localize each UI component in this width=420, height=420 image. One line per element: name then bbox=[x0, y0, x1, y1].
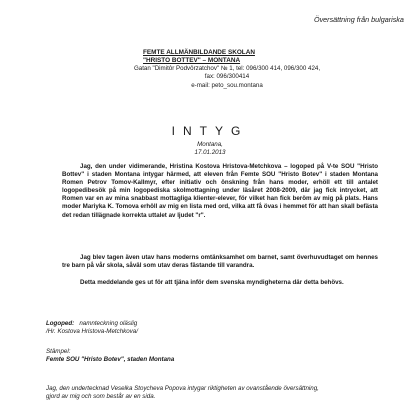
stamp-label: Stämpel: bbox=[46, 348, 71, 355]
stamp-text: Femte SOU "Hristo Botev", staden Montana bbox=[46, 356, 175, 363]
school-name: FEMTE ALLMÄNBILDANDE SKOLAN "HRISTO BOTTEV" – MONTANA bbox=[143, 49, 255, 64]
paragraph-1: Jag, den under vidimerande, Hristina Kostova Hristova-Metchkova – logoped på V-te SOU "Hristo Bottev" i staden Montana intygar härmed, att eleven från Femte SOU "Hristo Botev" i staden Montana Romen Petrov Tomov-Kallmyr, efter initiativ och önskning från hans moder, erhöll ett till antalet logopedibesök på min logopediska skolmottagning under läsåret 2008-2009, där jag fick intrycket, att Romen var en av mina snabbast mottagliga klienter-elever, för vilket han fick beröm av mig på plats. Hans moder Mariyka K. Tomova erhöll av mig en lista med ord, vilka att få övas i hemmet för att han skall befästa det redan tillägnade korrekta uttalet av ljudet "r". bbox=[62, 163, 378, 219]
signature-block bbox=[46, 320, 138, 336]
place: Montana, bbox=[197, 141, 223, 148]
school-email: e-mail: peto_sou.montana bbox=[191, 81, 263, 89]
school-address: Gatan "Dimitôr Podvôrzatchov" № 1, tel: 096/300 414, 096/300 424, fax: 096/300414 bbox=[133, 65, 321, 81]
signature-name: /Hr. Kostova Hristova-Metchkova/ bbox=[46, 328, 138, 335]
document-title: INTYG bbox=[171, 124, 249, 138]
signature-line bbox=[46, 320, 138, 328]
translator-statement bbox=[46, 385, 386, 402]
school-address-block bbox=[132, 65, 322, 90]
place-date bbox=[0, 141, 420, 157]
signature-note: namnteckning oläslig bbox=[79, 320, 138, 327]
signature-role: Logoped: bbox=[46, 320, 75, 327]
paragraph-3: Detta meddelande ges ut för att tjäna inför dem svenska myndigheterna där detta behövs. bbox=[80, 279, 344, 286]
date: 17.01.2013 bbox=[194, 149, 226, 156]
translator-line-2: gjord av mig och som består av en sida. bbox=[46, 393, 156, 401]
translator-line-1: Jag, den undertecknad Veselka Stoycheva Popova intygar riktigheten av ovanstående översättning, bbox=[46, 385, 319, 392]
stamp-block bbox=[46, 348, 174, 364]
translation-note: Översättning från bulgariska bbox=[314, 15, 404, 24]
paragraph-2: Jag blev tagen även utav hans moderns omtänksamhet om barnet, samt överhuvudtaget om hennes tre barn på vår skola, såväl som utav deras fästande till varandra. bbox=[62, 254, 378, 270]
